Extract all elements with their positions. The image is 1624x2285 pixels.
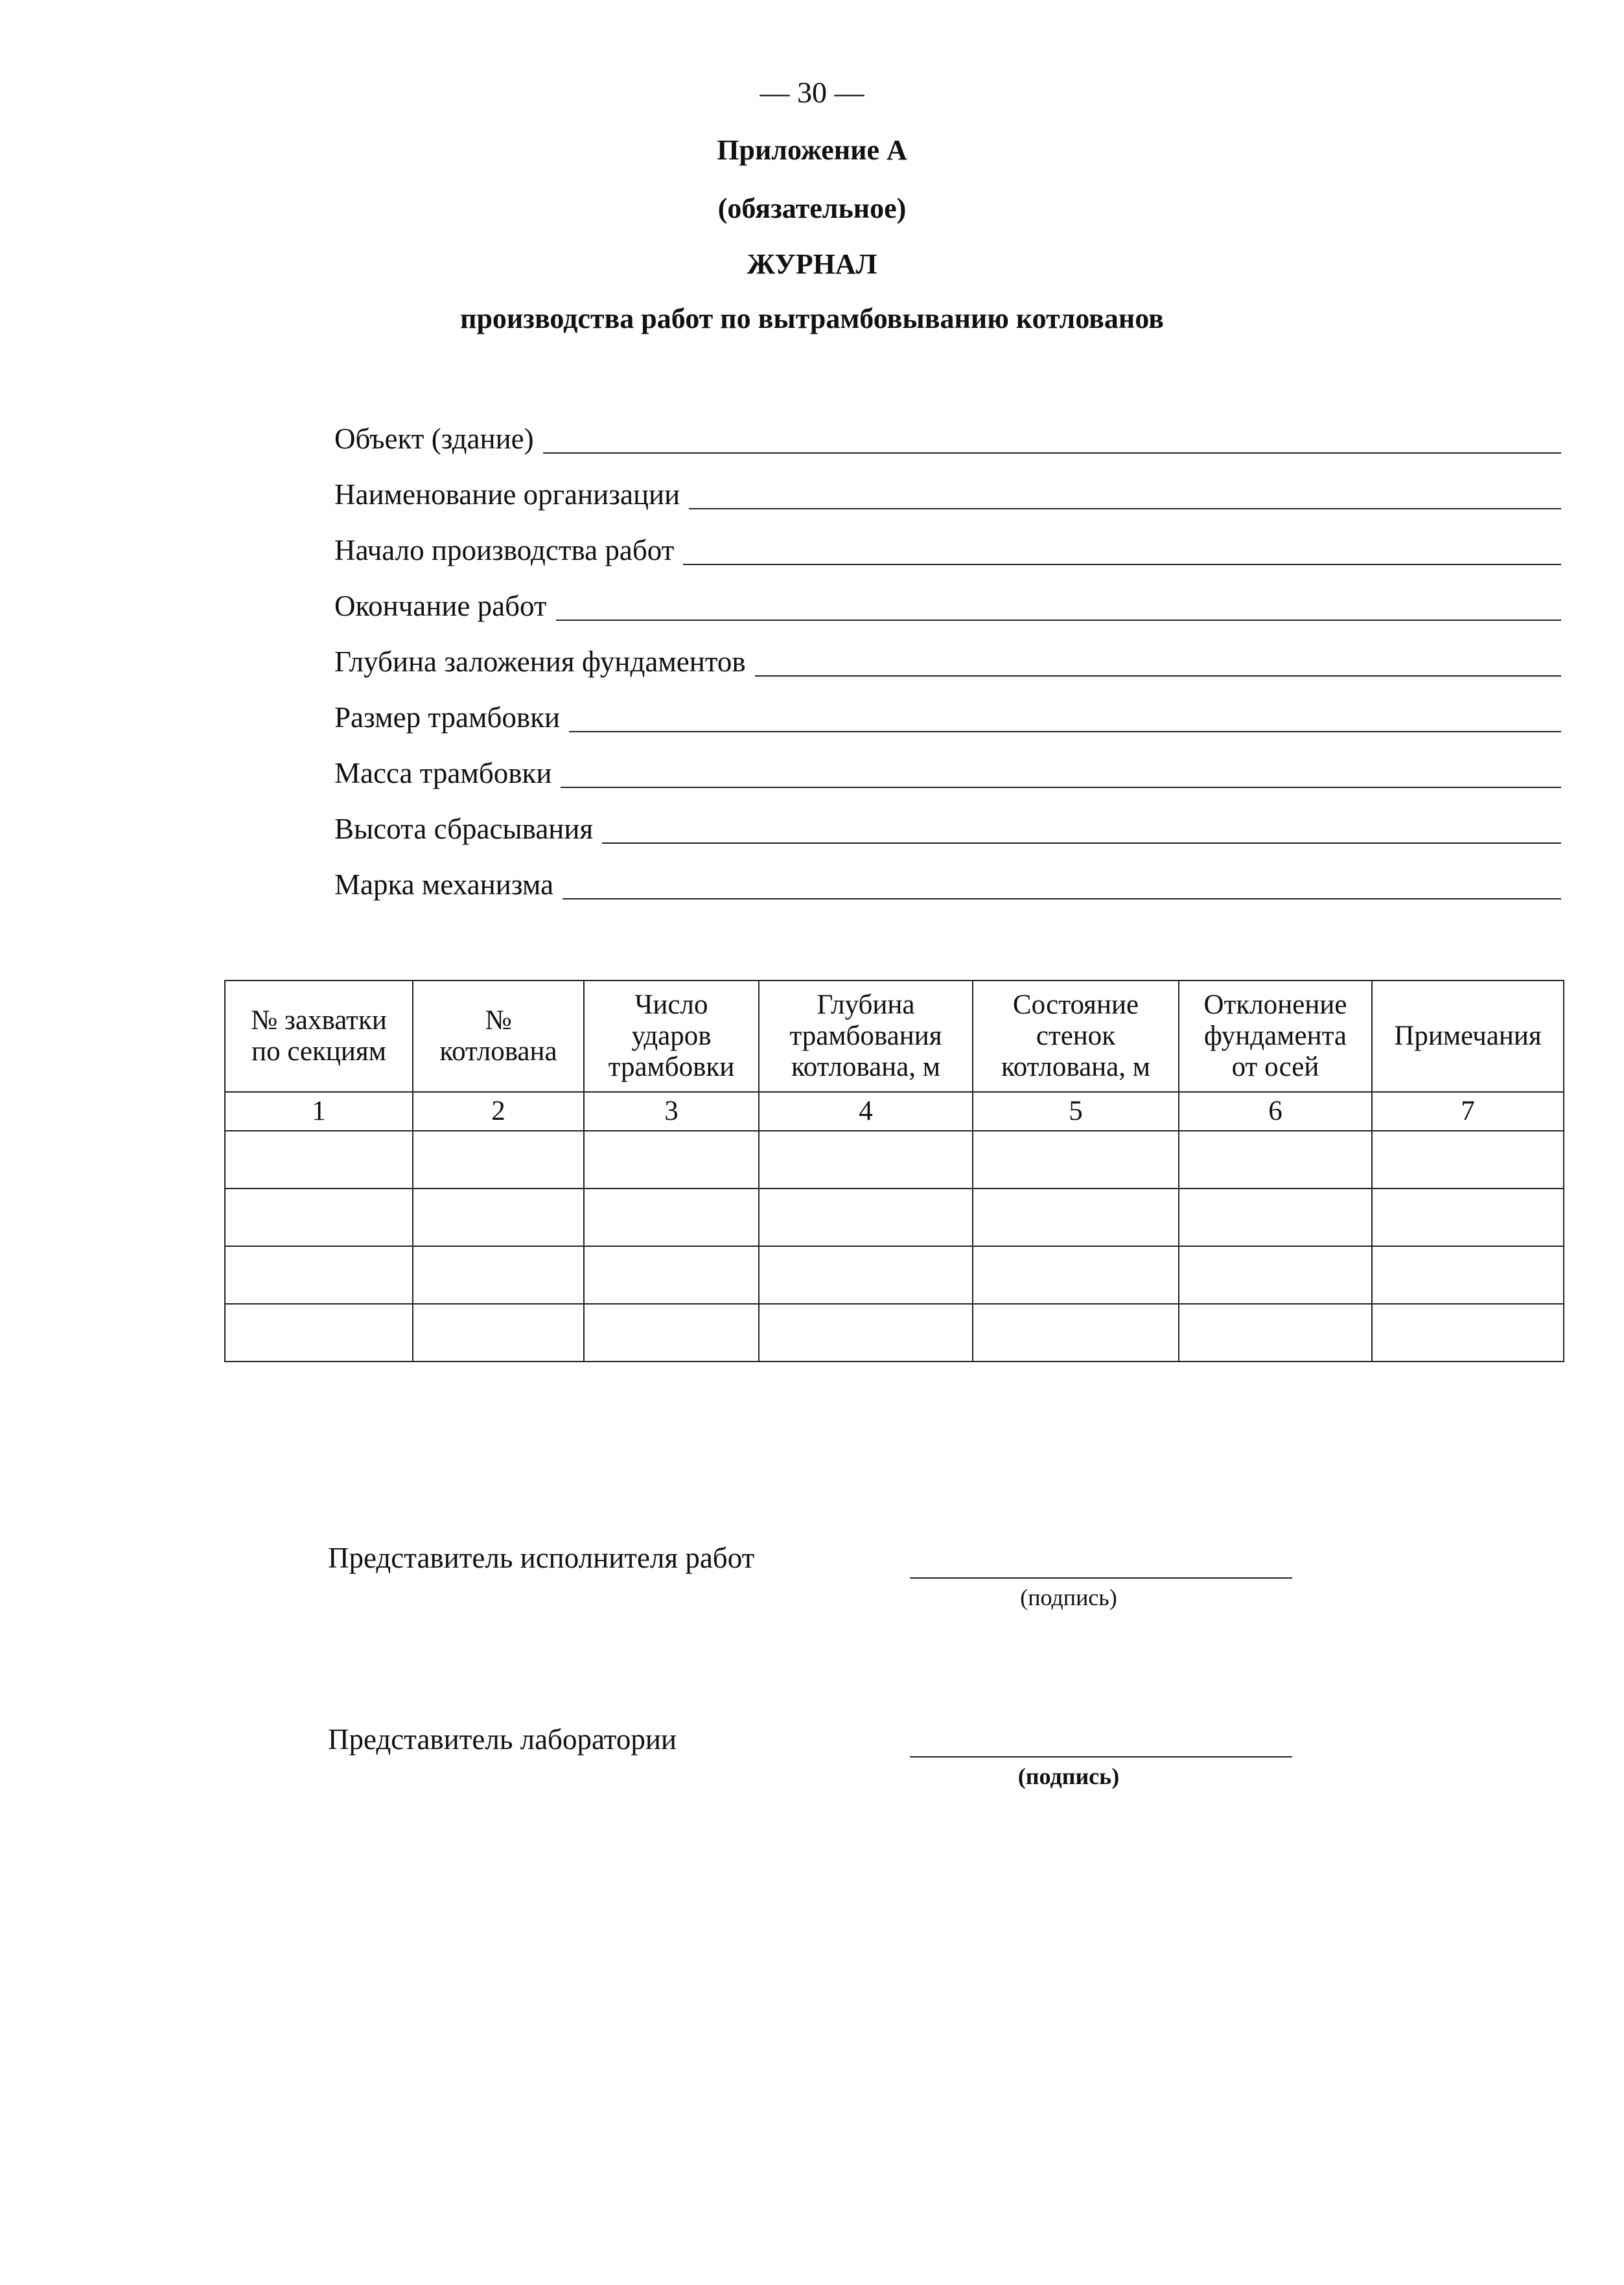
table-cell[interactable] <box>584 1189 759 1246</box>
field-label: Масса трамбовки <box>334 757 552 789</box>
header-line: трамбования <box>789 1020 942 1051</box>
journal-title: ЖУРНАЛ <box>747 248 877 280</box>
column-header-pit-number <box>413 980 584 1092</box>
field-label: Размер трамбовки <box>334 701 561 734</box>
tamper-size-input[interactable] <box>569 700 1561 732</box>
organization-input[interactable] <box>689 477 1561 509</box>
table-cell[interactable] <box>973 1304 1179 1362</box>
header-line: Число <box>634 989 708 1020</box>
start-date-input[interactable] <box>683 533 1561 565</box>
table-cell[interactable] <box>413 1189 584 1246</box>
field-machine-brand <box>334 861 1561 899</box>
column-number: 5 <box>973 1092 1179 1131</box>
column-header-blows <box>584 980 759 1092</box>
table-cell[interactable] <box>413 1246 584 1304</box>
drop-height-input[interactable] <box>602 811 1561 844</box>
header-line: Состояние <box>1012 989 1139 1020</box>
field-label: Объект (здание) <box>334 423 534 455</box>
table-cell[interactable] <box>1372 1246 1564 1304</box>
header-line: котлована, м <box>1001 1052 1150 1083</box>
table-cell[interactable] <box>1179 1131 1372 1189</box>
signature-label: Представитель лаборатории <box>328 1723 677 1756</box>
column-number: 6 <box>1179 1092 1372 1131</box>
table-cell[interactable] <box>973 1246 1179 1304</box>
end-date-input[interactable] <box>556 588 1561 621</box>
table-cell[interactable] <box>225 1304 413 1362</box>
field-label: Марка механизма <box>334 868 554 901</box>
table-row <box>225 1131 1564 1189</box>
column-header-section <box>225 980 413 1092</box>
header-line: по секциям <box>251 1036 386 1067</box>
field-object <box>334 415 1561 454</box>
field-label: Глубина заложения фундаментов <box>334 645 746 678</box>
field-end-date <box>334 582 1561 621</box>
column-header-tamping-depth <box>759 980 973 1092</box>
header-line: Примечания <box>1394 1020 1542 1051</box>
appendix-title: Приложение А <box>717 134 907 166</box>
table-cell[interactable] <box>1179 1304 1372 1362</box>
table-cell[interactable] <box>973 1189 1179 1246</box>
field-start-date <box>334 526 1561 565</box>
table-cell[interactable] <box>225 1246 413 1304</box>
header-line: от осей <box>1231 1052 1319 1083</box>
journal-subtitle: производства работ по вытрамбовыванию котлованов <box>460 303 1164 334</box>
field-label: Начало производства работ <box>334 534 675 566</box>
table-cell[interactable] <box>759 1189 973 1246</box>
appendix-status: (обязательное) <box>717 192 907 224</box>
field-label: Высота сбрасывания <box>334 813 594 845</box>
field-tamper-size <box>334 693 1561 732</box>
signature-line[interactable] <box>910 1577 1292 1579</box>
table-cell[interactable] <box>584 1131 759 1189</box>
field-label: Окончание работ <box>334 590 547 622</box>
signature-line[interactable] <box>910 1756 1292 1757</box>
field-foundation-depth <box>334 638 1561 677</box>
field-organization <box>334 470 1561 509</box>
column-number: 2 <box>413 1092 584 1131</box>
table-cell[interactable] <box>1179 1189 1372 1246</box>
column-number: 4 <box>759 1092 973 1131</box>
table-header-row <box>225 980 1564 1092</box>
object-input[interactable] <box>543 421 1561 454</box>
table-cell[interactable] <box>1372 1131 1564 1189</box>
table-cell[interactable] <box>1372 1189 1564 1246</box>
field-drop-height <box>334 805 1561 844</box>
foundation-depth-input[interactable] <box>755 644 1561 677</box>
column-number-row <box>225 1092 1564 1131</box>
header-line: фундамента <box>1204 1020 1347 1051</box>
table-cell[interactable] <box>759 1131 973 1189</box>
table-row <box>225 1189 1564 1246</box>
page-number: — 30 — <box>760 76 864 109</box>
table-cell[interactable] <box>973 1131 1179 1189</box>
column-number: 1 <box>225 1092 413 1131</box>
table-cell[interactable] <box>584 1304 759 1362</box>
column-header-wall-condition <box>973 980 1179 1092</box>
signature-label: Представитель исполнителя работ <box>328 1542 755 1574</box>
column-number: 3 <box>584 1092 759 1131</box>
tamper-mass-input[interactable] <box>561 756 1561 788</box>
column-number: 7 <box>1372 1092 1564 1131</box>
signature-caption: (подпись) <box>1020 1584 1117 1610</box>
header-line: котлована, м <box>791 1052 940 1083</box>
column-header-notes <box>1372 980 1564 1092</box>
table-cell[interactable] <box>759 1246 973 1304</box>
header-line: Отклонение <box>1203 989 1347 1020</box>
machine-brand-input[interactable] <box>563 867 1561 899</box>
header-line: Глубина <box>817 989 915 1020</box>
header-line: котлована <box>439 1036 557 1067</box>
column-header-deviation <box>1179 980 1372 1092</box>
field-tamper-mass <box>334 749 1561 788</box>
signature-caption: (подпись) <box>1017 1763 1120 1789</box>
header-line: ударов <box>631 1020 712 1051</box>
field-label: Наименование организации <box>334 478 680 511</box>
table-cell[interactable] <box>759 1304 973 1362</box>
table-cell[interactable] <box>413 1131 584 1189</box>
journal-table <box>224 980 1564 1362</box>
header-line: № захватки <box>251 1004 387 1036</box>
table-cell[interactable] <box>225 1131 413 1189</box>
header-line: трамбовки <box>608 1052 735 1083</box>
table-cell[interactable] <box>413 1304 584 1362</box>
table-cell[interactable] <box>225 1189 413 1246</box>
header-line: № <box>485 1004 512 1036</box>
table-cell[interactable] <box>1179 1246 1372 1304</box>
table-cell[interactable] <box>1372 1304 1564 1362</box>
table-row <box>225 1304 1564 1362</box>
table-row <box>225 1246 1564 1304</box>
header-line: стенок <box>1036 1020 1116 1051</box>
table-cell[interactable] <box>584 1246 759 1304</box>
